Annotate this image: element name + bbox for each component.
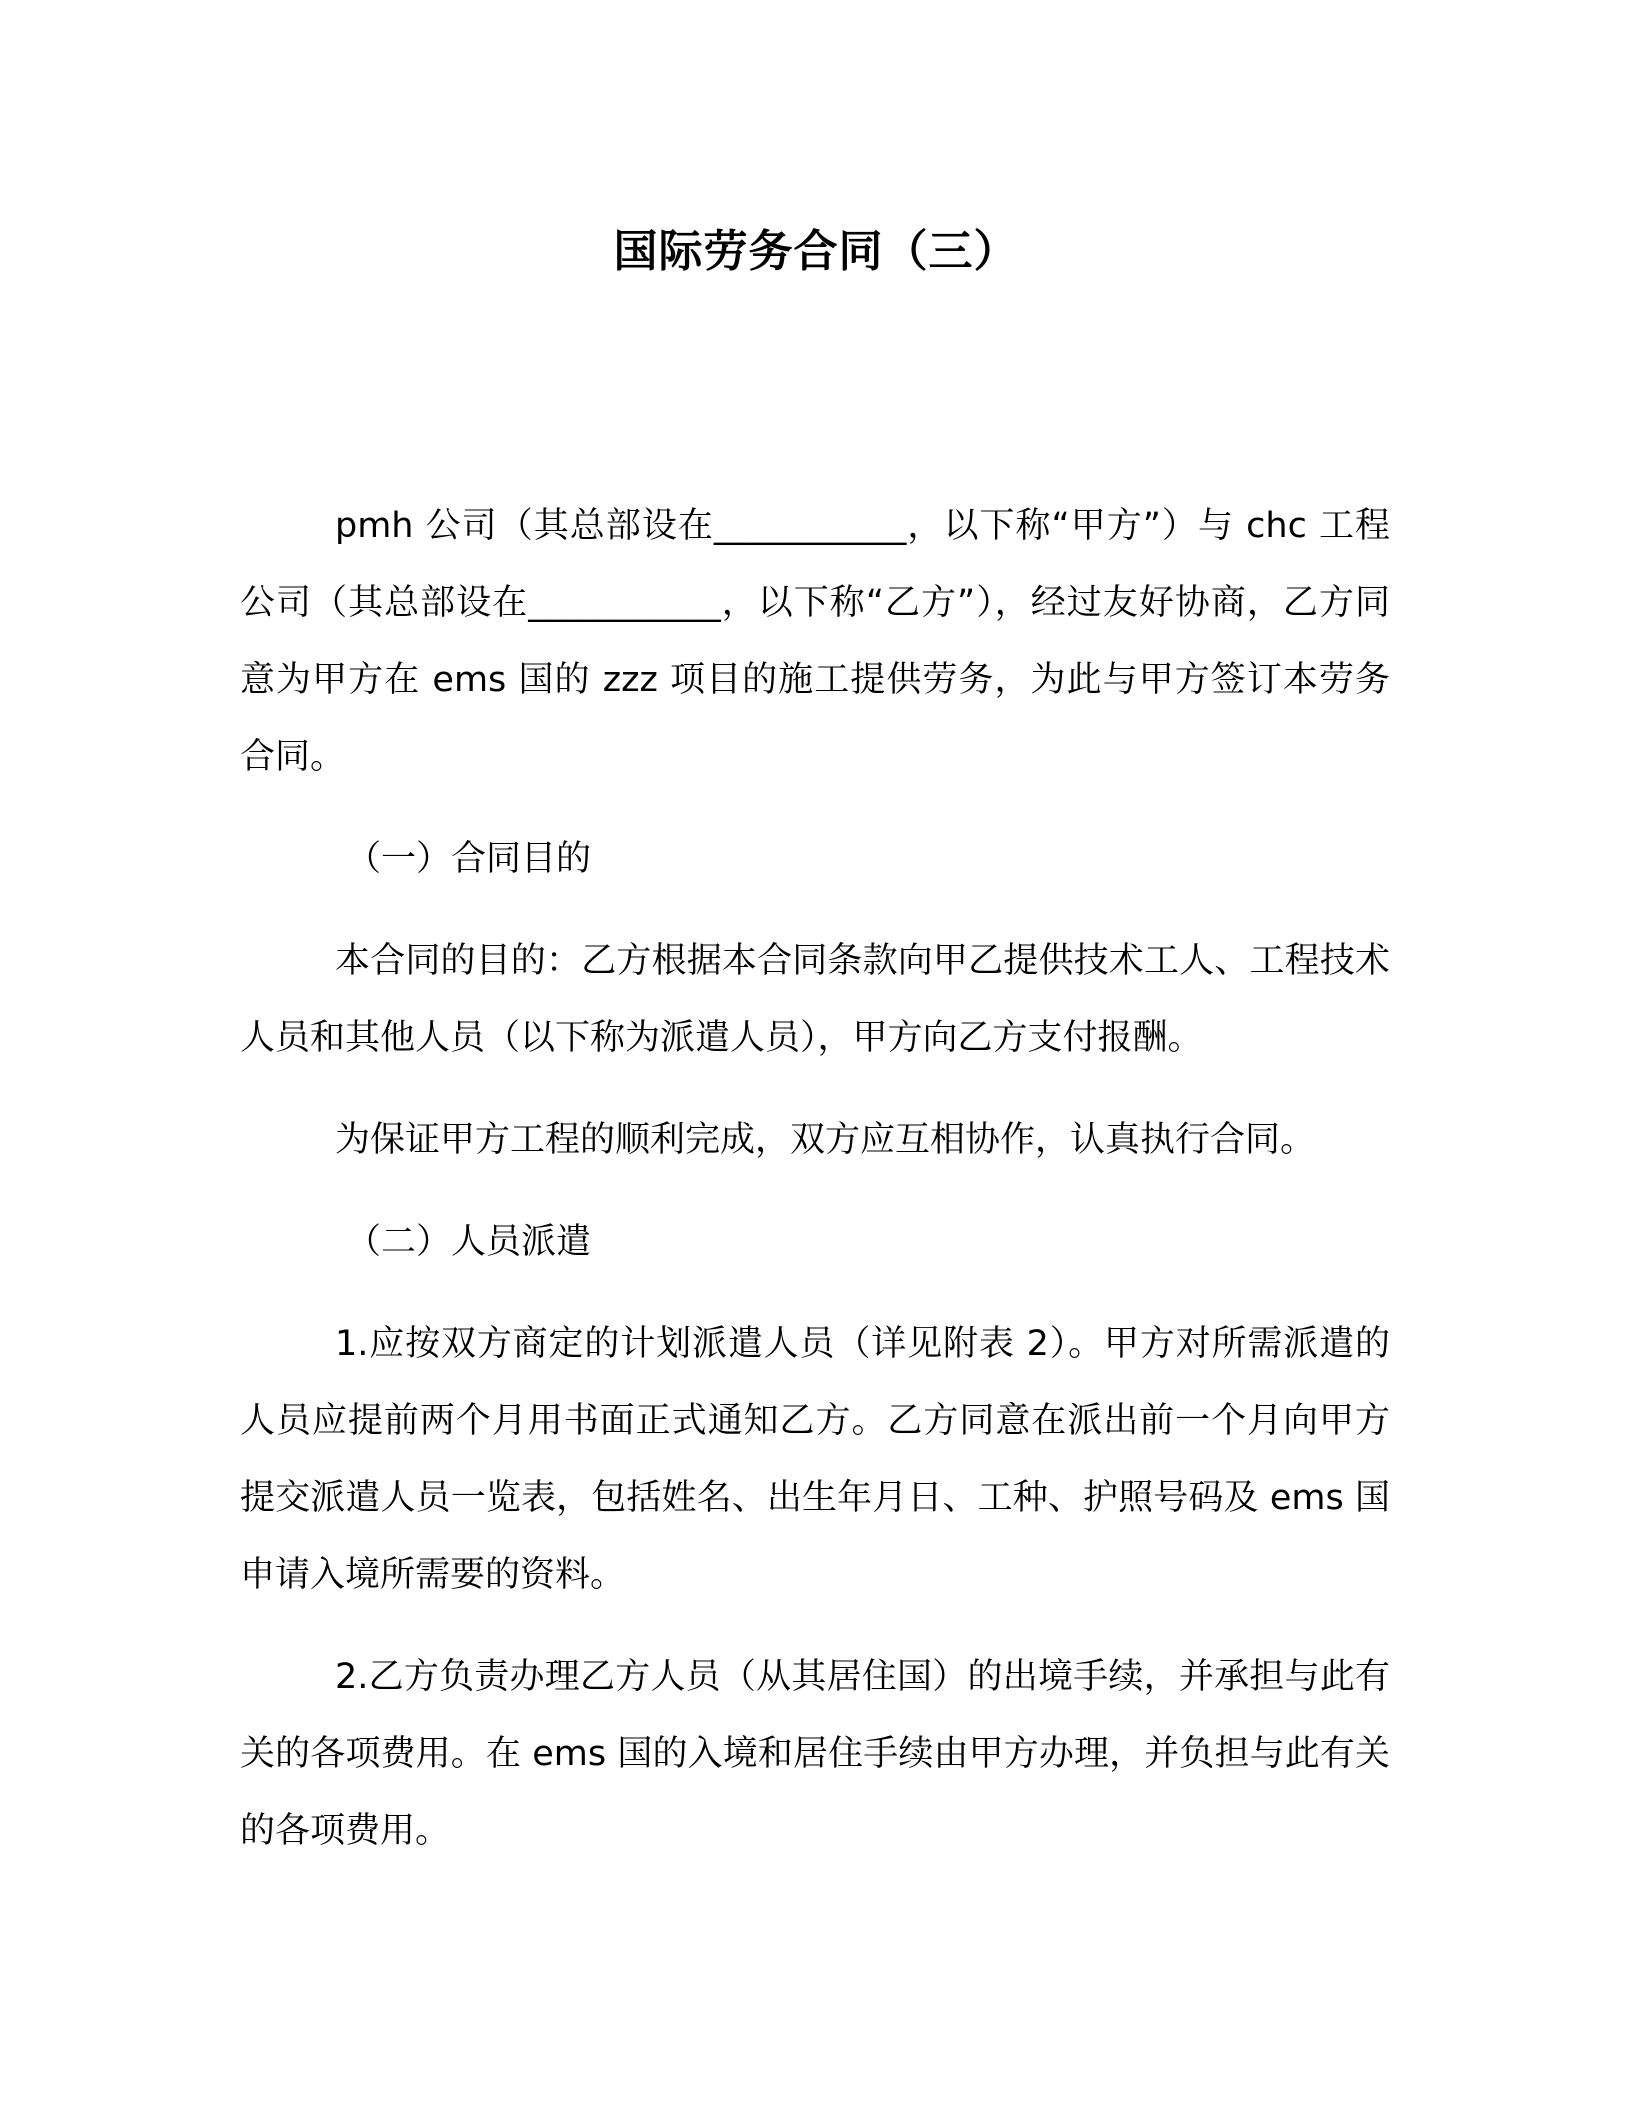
dispatch-item-2: 2.乙方负责办理乙方人员（从其居住国）的出境手续，并承担与此有关的各项费用。在 ems 国的入境和居住手续由甲方办理，并负担与此有关的各项费用。 — [240, 1657, 1390, 1851]
dispatch-item-1: 1.应按双方商定的计划派遣人员（详见附表 2）。甲方对所需派遣的人员应提前两个月用书面正式通知乙方。乙方同意在派出前一个月向甲方提交派遣人员一览表，包括姓名、出生年月日、工种、护照号码及 ems 国申请入境所需要的资料。 — [240, 1324, 1390, 1595]
cooperation-paragraph: 为保证甲方工程的顺利完成，双方应互相协作，认真执行合同。 — [335, 1120, 1316, 1160]
section-heading-dispatch: （二）人员派遣 — [346, 1222, 592, 1262]
intro-paragraph: pmh 公司（其总部设在___________，以下称“甲方”）与 chc 工程公司（其总部设在___________，以下称“乙方”），经过友好协商，乙方同意为甲方在 ems 国的 zzz 项目的施工提供劳务，为此与甲方签订本劳务合同。 — [240, 506, 1390, 777]
section-heading-purpose: （一）合同目的 — [346, 839, 592, 879]
document-body — [240, 488, 1390, 1895]
document-title: 国际劳务合同（三） — [613, 226, 1019, 277]
purpose-paragraph: 本合同的目的：乙方根据本合同条款向甲乙提供技术工人、工程技术人员和其他人员（以下称为派遣人员），甲方向乙方支付报酬。 — [240, 941, 1390, 1058]
